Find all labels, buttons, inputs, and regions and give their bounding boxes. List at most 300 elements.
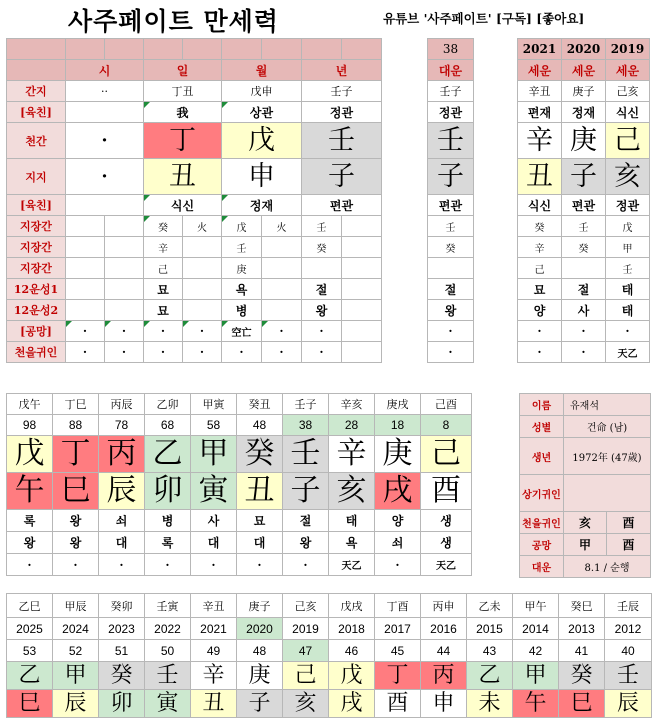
seun-year: 2015	[467, 618, 513, 640]
ganji-year: 壬子	[302, 81, 382, 102]
header-year: 년	[302, 60, 382, 81]
daewoon-stem: 丁	[53, 436, 99, 473]
seun-year: 2019	[283, 618, 329, 640]
profile-name-label: 이름	[520, 394, 564, 416]
jijang1-cell	[105, 216, 144, 237]
row-label-jijang3: 지장간	[7, 258, 66, 279]
seun-jijang3: 壬	[606, 258, 650, 279]
seun-stem: 辛	[191, 662, 237, 690]
cheoneul-cell	[342, 342, 382, 363]
daewoon-age: 38	[283, 415, 329, 436]
daewoon-ganji: 丁巳	[53, 394, 99, 415]
daewoon-stem: 庚	[375, 436, 421, 473]
seun-ganji: 甲午	[513, 594, 559, 618]
seun-ganji: 乙未	[467, 594, 513, 618]
seun-jijang3: 己	[518, 258, 562, 279]
jijang3-cell	[342, 258, 382, 279]
daewoon-number: 38	[428, 39, 474, 60]
daewoon-extra: ·	[99, 554, 145, 576]
daewoon-jijang2: 癸	[428, 237, 474, 258]
seun-branch: 巳	[7, 690, 53, 718]
jijang1-cell: 壬	[302, 216, 342, 237]
jijang3-cell	[302, 258, 342, 279]
daewoon-extra: ·	[145, 554, 191, 576]
unseong1-cell	[66, 279, 105, 300]
daewoon-unseong1: 양	[375, 510, 421, 532]
seun-stem: 甲	[53, 662, 99, 690]
daewoon-unseong2: 대	[237, 532, 283, 554]
profile-gongmang-value: 酉	[607, 534, 651, 556]
seun-yukchin-bottom: 식신	[518, 195, 562, 216]
daewoon-extra: ·	[191, 554, 237, 576]
daewoon-unseong1: 록	[7, 510, 53, 532]
seun-stem: 己	[283, 662, 329, 690]
row-label-jiji: 지지	[7, 159, 66, 195]
row-label-unseong2: 12운성2	[7, 300, 66, 321]
seun-age: 52	[53, 640, 99, 662]
daewoon-age: 88	[53, 415, 99, 436]
jijang1-cell	[66, 216, 105, 237]
jijang3-cell: 庚	[222, 258, 262, 279]
seun-ganji: 辛丑	[518, 81, 562, 102]
daewoon-unseong1: 쇠	[99, 510, 145, 532]
jijang2-cell	[183, 237, 222, 258]
gongmang-cell: ·	[262, 321, 302, 342]
seun-yukchin-top: 정재	[562, 102, 606, 123]
daewoon-extra: ·	[237, 554, 283, 576]
gongmang-cell: ·	[302, 321, 342, 342]
daewoon-unseong1: 절	[283, 510, 329, 532]
seun-branch: 寅	[145, 690, 191, 718]
seun-age: 53	[7, 640, 53, 662]
seun-yukchin-bottom: 편관	[562, 195, 606, 216]
yukchin-bottom-year: 편관	[302, 195, 382, 216]
seun-header: 세운	[518, 60, 562, 81]
cheoneul-cell: ·	[262, 342, 302, 363]
jijang1-cell: 癸	[144, 216, 183, 237]
yukchin-top-year: 정관	[302, 102, 382, 123]
cheoneul-cell: ·	[66, 342, 105, 363]
seun-stem: 丁	[375, 662, 421, 690]
seun-jijang1: 癸	[518, 216, 562, 237]
profile-gongmang-value: 甲	[564, 534, 607, 556]
profile-gender-label: 성별	[520, 416, 564, 438]
daewoon-extra: ·	[53, 554, 99, 576]
cheongan-day: 丁	[144, 123, 222, 159]
seun-stem: 壬	[605, 662, 652, 690]
gongmang-cell	[342, 321, 382, 342]
ganji-day: 丁丑	[144, 81, 222, 102]
profile-birth-value: 1972年 (47歲)	[564, 438, 651, 475]
header-day: 일	[144, 60, 222, 81]
daewoon-unseong2: 왕	[7, 532, 53, 554]
cheoneul-cell: ·	[144, 342, 183, 363]
daewoon-ganji: 辛亥	[329, 394, 375, 415]
profile-panel	[519, 393, 651, 578]
seun-ganji: 丙申	[421, 594, 467, 618]
jiji-day: 丑	[144, 159, 222, 195]
jijang2-cell	[66, 237, 105, 258]
cheongan-year: 壬	[302, 123, 382, 159]
profile-sanggi-value	[564, 475, 651, 512]
daewoon-unseong1: 사	[191, 510, 237, 532]
seun-jiji: 亥	[606, 159, 650, 195]
daewoon-jijang1: 壬	[428, 216, 474, 237]
daewoon-extra: ·	[7, 554, 53, 576]
daewoon-branch: 辰	[99, 473, 145, 510]
unseong2-cell: 왕	[302, 300, 342, 321]
daewoon-extra: ·	[375, 554, 421, 576]
ganji-hour: ··	[66, 81, 144, 102]
daewoon-branch: 酉	[421, 473, 472, 510]
row-label-gongmang: [공망]	[7, 321, 66, 342]
daewoon-age: 58	[191, 415, 237, 436]
seun-branch: 子	[237, 690, 283, 718]
page-subtitle: 유튜브 '사주페이트' [구독] [좋아요]	[383, 11, 585, 26]
seun-ganji: 癸卯	[99, 594, 145, 618]
profile-daewoon-value: 8.1 / 순행	[564, 556, 651, 578]
daewoon-stem: 癸	[237, 436, 283, 473]
seun-ganji: 庚子	[237, 594, 283, 618]
unseong1-cell	[183, 279, 222, 300]
seun-ganji: 壬辰	[605, 594, 652, 618]
seun-yukchin-top: 편재	[518, 102, 562, 123]
unseong2-cell	[66, 300, 105, 321]
profile-cheoneul-label: 천을귀인	[520, 512, 564, 534]
seun-stem: 甲	[513, 662, 559, 690]
daewoon-unseong1: 태	[329, 510, 375, 532]
seun-branch: 亥	[283, 690, 329, 718]
yukchin-top-hour	[66, 102, 144, 123]
daewoon-stem: 乙	[145, 436, 191, 473]
seun-age: 49	[191, 640, 237, 662]
row-label-jijang1: 지장간	[7, 216, 66, 237]
profile-cheoneul-value: 亥	[564, 512, 607, 534]
yukchin-top-month: 상관	[222, 102, 302, 123]
jijang2-cell: 壬	[222, 237, 262, 258]
seun-unseong1: 절	[562, 279, 606, 300]
seun-year-2021: 2021	[518, 39, 562, 60]
daewoon-table	[6, 393, 472, 576]
seun-year: 2013	[559, 618, 605, 640]
daewoon-ganji: 己酉	[421, 394, 472, 415]
daewoon-ganji: 壬子	[283, 394, 329, 415]
seun-age: 43	[467, 640, 513, 662]
profile-sanggi-label: 상기귀인	[520, 475, 564, 512]
jijang2-cell	[342, 237, 382, 258]
daewoon-branch: 巳	[53, 473, 99, 510]
row-label-yukchin-bottom: [육친]	[7, 195, 66, 216]
daewoon-extra: ·	[283, 554, 329, 576]
seun-age: 48	[237, 640, 283, 662]
seun-jiji: 丑	[518, 159, 562, 195]
seun-stem: 癸	[559, 662, 605, 690]
seun-jijang2: 辛	[518, 237, 562, 258]
daewoon-age: 68	[145, 415, 191, 436]
profile-gender-value: 건命 (남)	[564, 416, 651, 438]
saju-chart	[6, 38, 382, 363]
yukchin-bottom-day: 식신	[144, 195, 222, 216]
daewoon-unseong1: 묘	[237, 510, 283, 532]
seun-cheongan: 辛	[518, 123, 562, 159]
daewoon-ganji: 乙卯	[145, 394, 191, 415]
gongmang-cell: ·	[144, 321, 183, 342]
jijang3-cell	[105, 258, 144, 279]
seun-jijang2: 甲	[606, 237, 650, 258]
row-label-unseong1: 12운성1	[7, 279, 66, 300]
seun-year: 2025	[7, 618, 53, 640]
seun-age: 51	[99, 640, 145, 662]
cheoneul-cell: ·	[105, 342, 144, 363]
unseong2-cell	[105, 300, 144, 321]
unseong2-cell: 병	[222, 300, 262, 321]
daewoon-branch: 亥	[329, 473, 375, 510]
daewoon-age: 98	[7, 415, 53, 436]
daewoon-age: 28	[329, 415, 375, 436]
jijang1-cell	[342, 216, 382, 237]
jijang3-cell: 己	[144, 258, 183, 279]
seun-year: 2021	[191, 618, 237, 640]
gongmang-cell: ·	[105, 321, 144, 342]
row-label-ganji: 간지	[7, 81, 66, 102]
seun-stem: 乙	[467, 662, 513, 690]
seun-jijang3	[562, 258, 606, 279]
jiji-hour: ·	[66, 159, 144, 195]
seun-jijang2: 癸	[562, 237, 606, 258]
unseong1-cell: 절	[302, 279, 342, 300]
seun-unseong2: 태	[606, 300, 650, 321]
unseong1-cell: 욕	[222, 279, 262, 300]
seun-yukchin-top: 식신	[606, 102, 650, 123]
daewoon-cheongan: 壬	[428, 123, 474, 159]
unseong2-cell: 묘	[144, 300, 183, 321]
seun-unseong1: 묘	[518, 279, 562, 300]
seun-stem: 壬	[145, 662, 191, 690]
current-daewoon-column	[427, 38, 474, 363]
unseong2-cell	[183, 300, 222, 321]
daewoon-unseong1: 병	[145, 510, 191, 532]
daewoon-gongmang: ·	[428, 321, 474, 342]
seun-year-2019: 2019	[606, 39, 650, 60]
seun-cheoneul: ·	[518, 342, 562, 363]
daewoon-branch: 戌	[375, 473, 421, 510]
seun-age: 50	[145, 640, 191, 662]
daewoon-jijang3	[428, 258, 474, 279]
daewoon-jiji: 子	[428, 159, 474, 195]
seun-age: 45	[375, 640, 421, 662]
jijang2-cell: 辛	[144, 237, 183, 258]
seun-year: 2020	[237, 618, 283, 640]
unseong2-cell	[342, 300, 382, 321]
seun-unseong2: 양	[518, 300, 562, 321]
daewoon-cheoneul: ·	[428, 342, 474, 363]
seun-stem: 癸	[99, 662, 145, 690]
daewoon-age: 18	[375, 415, 421, 436]
seun-cheoneul: ·	[562, 342, 606, 363]
seun-year-2020: 2020	[562, 39, 606, 60]
daewoon-unseong1: 생	[421, 510, 472, 532]
seun-stem: 丙	[421, 662, 467, 690]
unseong1-cell	[342, 279, 382, 300]
jijang3-cell	[262, 258, 302, 279]
daewoon-extra: 天乙	[329, 554, 375, 576]
seun-branch: 辰	[605, 690, 652, 718]
seun-cheoneul: 天乙	[606, 342, 650, 363]
unseong1-cell	[105, 279, 144, 300]
jijang1-cell: 火	[183, 216, 222, 237]
unseong2-cell	[262, 300, 302, 321]
daewoon-unseong2: 왕	[53, 532, 99, 554]
yukchin-top-day: 我	[144, 102, 222, 123]
row-label-jijang2: 지장간	[7, 237, 66, 258]
seun-branch: 申	[421, 690, 467, 718]
cheoneul-cell: ·	[183, 342, 222, 363]
seun-jijang1: 戊	[606, 216, 650, 237]
daewoon-unseong2: 왕	[283, 532, 329, 554]
seun-jiji: 子	[562, 159, 606, 195]
daewoon-ganji: 庚戌	[375, 394, 421, 415]
seun-branch: 午	[513, 690, 559, 718]
row-label-cheongan: 천간	[7, 123, 66, 159]
daewoon-unseong1: 절	[428, 279, 474, 300]
unseong1-cell	[262, 279, 302, 300]
daewoon-unseong2: 왕	[428, 300, 474, 321]
daewoon-branch: 午	[7, 473, 53, 510]
seun-jijang1: 壬	[562, 216, 606, 237]
cheoneul-cell: ·	[302, 342, 342, 363]
seun-age: 44	[421, 640, 467, 662]
daewoon-ganji: 丙辰	[99, 394, 145, 415]
daewoon-branch: 丑	[237, 473, 283, 510]
page-title: 사주페이트 만세력	[68, 7, 279, 36]
cheongan-month: 戊	[222, 123, 302, 159]
seun-ganji: 己亥	[283, 594, 329, 618]
daewoon-age: 8	[421, 415, 472, 436]
daewoon-branch: 寅	[191, 473, 237, 510]
gongmang-cell: ·	[183, 321, 222, 342]
seun-header: 세운	[562, 60, 606, 81]
jijang2-cell	[262, 237, 302, 258]
daewoon-header: 대운	[428, 60, 474, 81]
profile-birth-label: 생년	[520, 438, 564, 475]
seun-year: 2012	[605, 618, 652, 640]
daewoon-unseong2: 대	[99, 532, 145, 554]
daewoon-unseong2: 생	[421, 532, 472, 554]
seun-unseong1: 태	[606, 279, 650, 300]
row-label-yukchin-top: [육친]	[7, 102, 66, 123]
seun-ganji: 丁酉	[375, 594, 421, 618]
seun-age: 47	[283, 640, 329, 662]
seun-ganji: 戊戌	[329, 594, 375, 618]
daewoon-unseong2: 록	[145, 532, 191, 554]
daewoon-unseong2: 대	[191, 532, 237, 554]
daewoon-age: 48	[237, 415, 283, 436]
daewoon-age: 78	[99, 415, 145, 436]
seun-ganji: 癸巳	[559, 594, 605, 618]
seun-ganji: 辛丑	[191, 594, 237, 618]
seun-ganji: 甲辰	[53, 594, 99, 618]
seun-ganji: 壬寅	[145, 594, 191, 618]
unseong1-cell: 묘	[144, 279, 183, 300]
seun-branch: 辰	[53, 690, 99, 718]
seun-age: 42	[513, 640, 559, 662]
seun-ganji: 乙巳	[7, 594, 53, 618]
seun-unseong2: 사	[562, 300, 606, 321]
seun-branch: 卯	[99, 690, 145, 718]
seun-year: 2014	[513, 618, 559, 640]
seun-year: 2023	[99, 618, 145, 640]
seun-year: 2017	[375, 618, 421, 640]
seun-gongmang: ·	[562, 321, 606, 342]
daewoon-unseong2: 쇠	[375, 532, 421, 554]
profile-name-value: 유재석	[564, 394, 651, 416]
daewoon-ganji: 戊午	[7, 394, 53, 415]
seun-age: 46	[329, 640, 375, 662]
seun-ganji: 庚子	[562, 81, 606, 102]
daewoon-yukchin-bottom: 편관	[428, 195, 474, 216]
blank-header	[7, 39, 66, 60]
daewoon-unseong1: 왕	[53, 510, 99, 532]
seun-branch: 巳	[559, 690, 605, 718]
daewoon-extra: 天乙	[421, 554, 472, 576]
daewoon-stem: 辛	[329, 436, 375, 473]
seun-cheongan: 庚	[562, 123, 606, 159]
profile-cheoneul-value: 酉	[607, 512, 651, 534]
gongmang-cell: 空亡	[222, 321, 262, 342]
seun-age: 41	[559, 640, 605, 662]
seun-yukchin-bottom: 정관	[606, 195, 650, 216]
seun-gongmang: ·	[606, 321, 650, 342]
daewoon-ganji: 甲寅	[191, 394, 237, 415]
daewoon-yukchin-top: 정관	[428, 102, 474, 123]
seun-table	[6, 593, 652, 718]
seun-stem: 戊	[329, 662, 375, 690]
seun-age: 40	[605, 640, 652, 662]
jijang2-cell	[105, 237, 144, 258]
daewoon-stem: 戊	[7, 436, 53, 473]
current-seun-columns	[517, 38, 650, 363]
cheoneul-cell: ·	[222, 342, 262, 363]
jiji-year: 子	[302, 159, 382, 195]
seun-year: 2024	[53, 618, 99, 640]
daewoon-branch: 卯	[145, 473, 191, 510]
daewoon-branch: 子	[283, 473, 329, 510]
jijang2-cell: 癸	[302, 237, 342, 258]
row-label-cheoneul: 천을귀인	[7, 342, 66, 363]
seun-branch: 未	[467, 690, 513, 718]
daewoon-stem: 壬	[283, 436, 329, 473]
seun-cheongan: 己	[606, 123, 650, 159]
seun-gongmang: ·	[518, 321, 562, 342]
seun-branch: 丑	[191, 690, 237, 718]
profile-gongmang-label: 공망	[520, 534, 564, 556]
daewoon-stem: 甲	[191, 436, 237, 473]
yukchin-bottom-month: 정재	[222, 195, 302, 216]
daewoon-stem: 丙	[99, 436, 145, 473]
jijang1-cell: 火	[262, 216, 302, 237]
jijang1-cell: 戊	[222, 216, 262, 237]
header-hour: 시	[66, 60, 144, 81]
daewoon-ganji: 壬子	[428, 81, 474, 102]
gongmang-cell: ·	[66, 321, 105, 342]
seun-year: 2016	[421, 618, 467, 640]
jijang3-cell	[183, 258, 222, 279]
seun-year: 2018	[329, 618, 375, 640]
cheongan-hour: ·	[66, 123, 144, 159]
daewoon-stem: 己	[421, 436, 472, 473]
seun-year: 2022	[145, 618, 191, 640]
jijang3-cell	[66, 258, 105, 279]
